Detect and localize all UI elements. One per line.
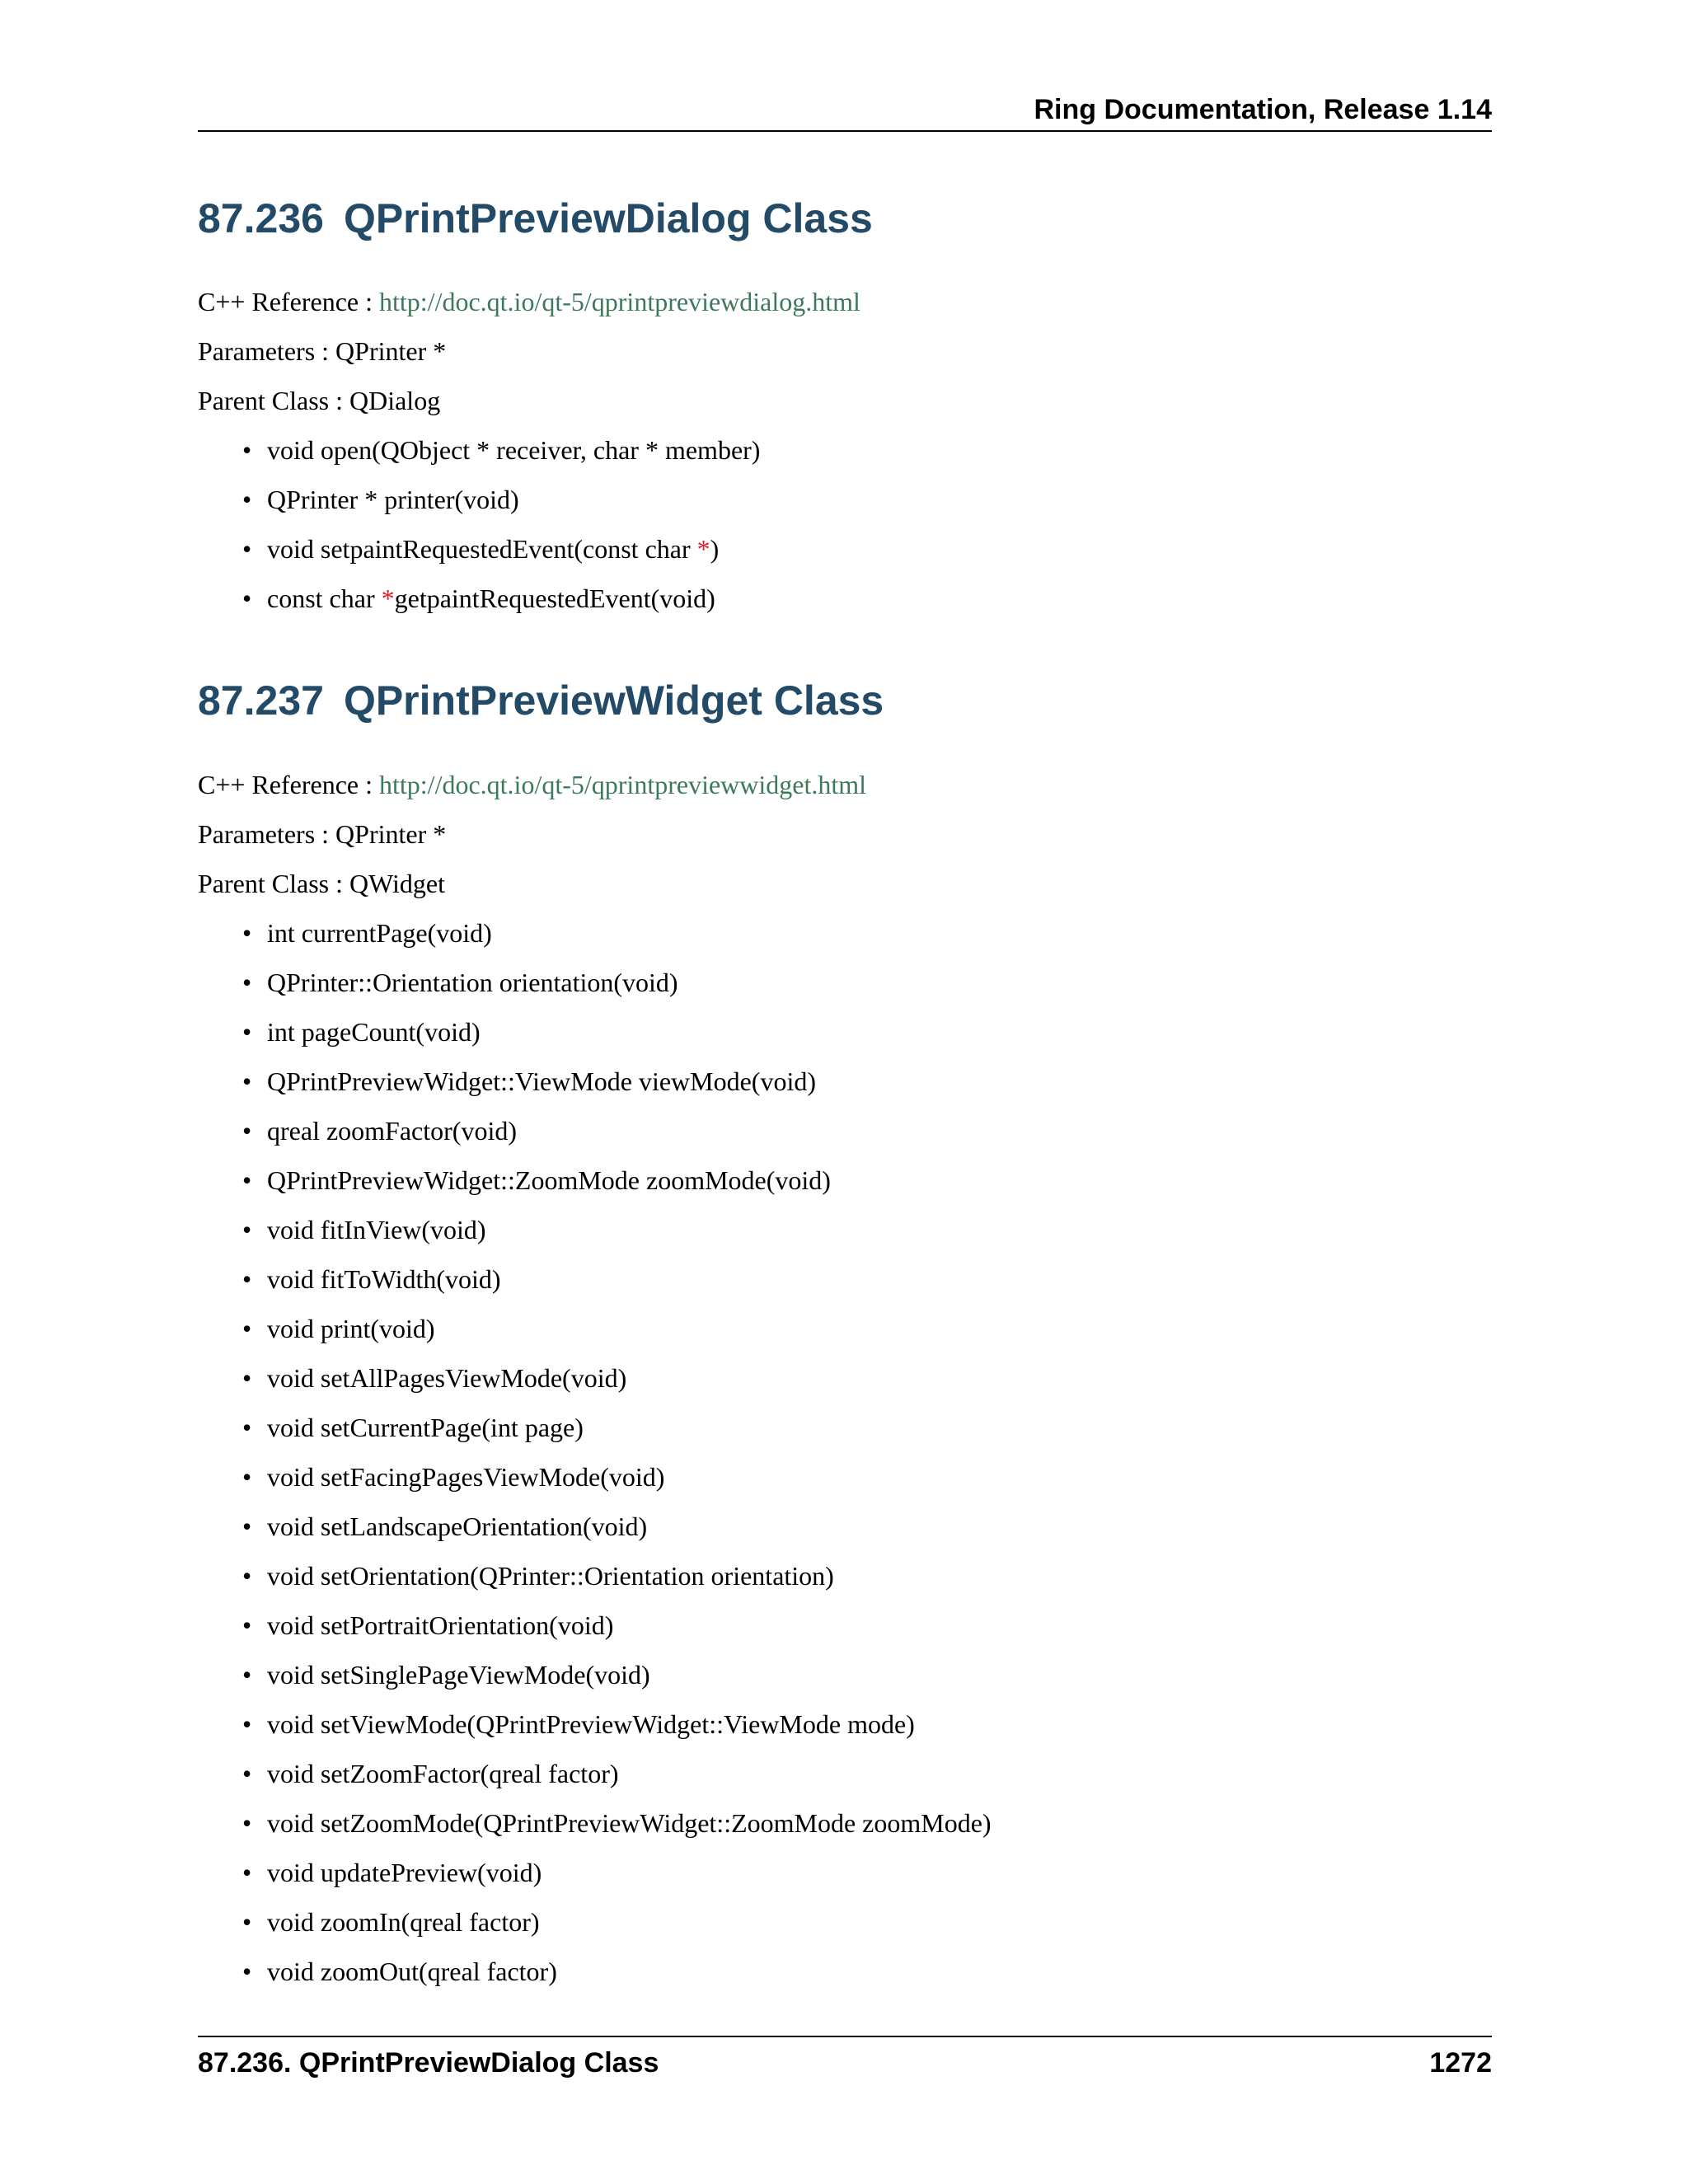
bullet-icon: •	[242, 1709, 252, 1739]
list-item: • QPrinter * printer(void)	[242, 485, 519, 514]
list-item: • void fitInView(void)	[242, 1215, 486, 1244]
method-list-qprintpreviewdialog	[198, 434, 760, 631]
list-item: • void zoomIn(qreal factor)	[242, 1907, 540, 1937]
list-item: • void setFacingPagesViewMode(void)	[242, 1462, 665, 1492]
bullet-icon: •	[242, 918, 252, 948]
highlighted-asterisk: *	[381, 583, 395, 613]
cpp-reference-link[interactable]: http://doc.qt.io/qt-5/qprintpreviewdialog.html	[379, 287, 860, 316]
parent-class-line: Parent Class : QWidget	[198, 869, 445, 898]
list-item: • void setSinglePageViewMode(void)	[242, 1660, 650, 1690]
parameters-line: Parameters : QPrinter *	[198, 819, 447, 849]
list-item: • void setpaintRequestedEvent(const char *)	[242, 534, 720, 564]
bullet-icon: •	[242, 1066, 252, 1096]
section-title-text: QPrintPreviewDialog Class	[343, 195, 873, 241]
bullet-icon: •	[242, 1215, 252, 1244]
list-item: • void fitToWidth(void)	[242, 1264, 501, 1294]
parent-class-line: Parent Class : QDialog	[198, 386, 441, 415]
bullet-icon: •	[242, 1462, 252, 1492]
list-item: • QPrintPreviewWidget::ZoomMode zoomMode(void)	[242, 1165, 831, 1195]
list-item: • void setZoomMode(QPrintPreviewWidget::ZoomMode zoomMode)	[242, 1808, 992, 1838]
list-item: • void setOrientation(QPrinter::Orientation orientation)	[242, 1561, 834, 1591]
cpp-reference-link[interactable]: http://doc.qt.io/qt-5/qprintpreviewwidget.html	[379, 770, 867, 799]
bullet-icon: •	[242, 1511, 252, 1541]
bullet-icon: •	[242, 1907, 252, 1937]
list-item: • int currentPage(void)	[242, 918, 492, 948]
footer-section-title: 87.236. QPrintPreviewDialog Class	[198, 2047, 659, 2079]
bullet-icon: •	[242, 435, 252, 465]
list-item: • int pageCount(void)	[242, 1017, 481, 1047]
list-item: • void setAllPagesViewMode(void)	[242, 1363, 627, 1393]
bullet-icon: •	[242, 1165, 252, 1195]
bullet-icon: •	[242, 485, 252, 514]
method-list-qprintpreviewwidget	[198, 916, 992, 2004]
list-item: • void setLandscapeOrientation(void)	[242, 1511, 648, 1541]
list-item: • void setZoomFactor(qreal factor)	[242, 1759, 619, 1788]
cpp-reference-line	[198, 768, 866, 801]
bullet-icon: •	[242, 1610, 252, 1640]
bullet-icon: •	[242, 534, 252, 564]
bullet-icon: •	[242, 1363, 252, 1393]
page-footer	[198, 2036, 1492, 2082]
section-number: 87.237	[198, 677, 324, 724]
bullet-icon: •	[242, 968, 252, 997]
bullet-icon: •	[242, 1759, 252, 1788]
section-title-text: QPrintPreviewWidget Class	[343, 677, 884, 724]
list-item: • void zoomOut(qreal factor)	[242, 1957, 557, 1986]
page-header	[198, 91, 1492, 132]
list-item: • void setCurrentPage(int page)	[242, 1413, 584, 1442]
list-item: • void setViewMode(QPrintPreviewWidget::ViewMode mode)	[242, 1709, 915, 1739]
page-number: 1272	[1429, 2047, 1492, 2079]
document-title: Ring Documentation, Release 1.14	[1034, 94, 1492, 125]
bullet-icon: •	[242, 1858, 252, 1887]
list-item: • void setPortraitOrientation(void)	[242, 1610, 614, 1640]
bullet-icon: •	[242, 1264, 252, 1294]
cpp-reference-line	[198, 285, 860, 318]
bullet-icon: •	[242, 1413, 252, 1442]
list-item: • void updatePreview(void)	[242, 1858, 542, 1887]
section-heading-qprintpreviewdialog	[198, 194, 873, 243]
list-item: • QPrinter::Orientation orientation(void)	[242, 968, 678, 997]
list-item: • const char *getpaintRequestedEvent(void)	[242, 583, 715, 613]
bullet-icon: •	[242, 1957, 252, 1986]
bullet-icon: •	[242, 1314, 252, 1343]
cpp-reference-label: C++ Reference :	[198, 770, 379, 799]
bullet-icon: •	[242, 1561, 252, 1591]
section-number: 87.236	[198, 195, 324, 241]
list-item: • qreal zoomFactor(void)	[242, 1116, 517, 1146]
list-item: • void print(void)	[242, 1314, 435, 1343]
bullet-icon: •	[242, 1116, 252, 1146]
highlighted-asterisk: *	[696, 534, 710, 564]
bullet-icon: •	[242, 1017, 252, 1047]
bullet-icon: •	[242, 1660, 252, 1690]
bullet-icon: •	[242, 583, 252, 613]
bullet-icon: •	[242, 1808, 252, 1838]
list-item: • void open(QObject * receiver, char * member)	[242, 435, 761, 465]
cpp-reference-label: C++ Reference :	[198, 287, 379, 316]
list-item: • QPrintPreviewWidget::ViewMode viewMode(void)	[242, 1066, 816, 1096]
section-heading-qprintpreviewwidget	[198, 676, 884, 725]
parameters-line: Parameters : QPrinter *	[198, 336, 447, 366]
